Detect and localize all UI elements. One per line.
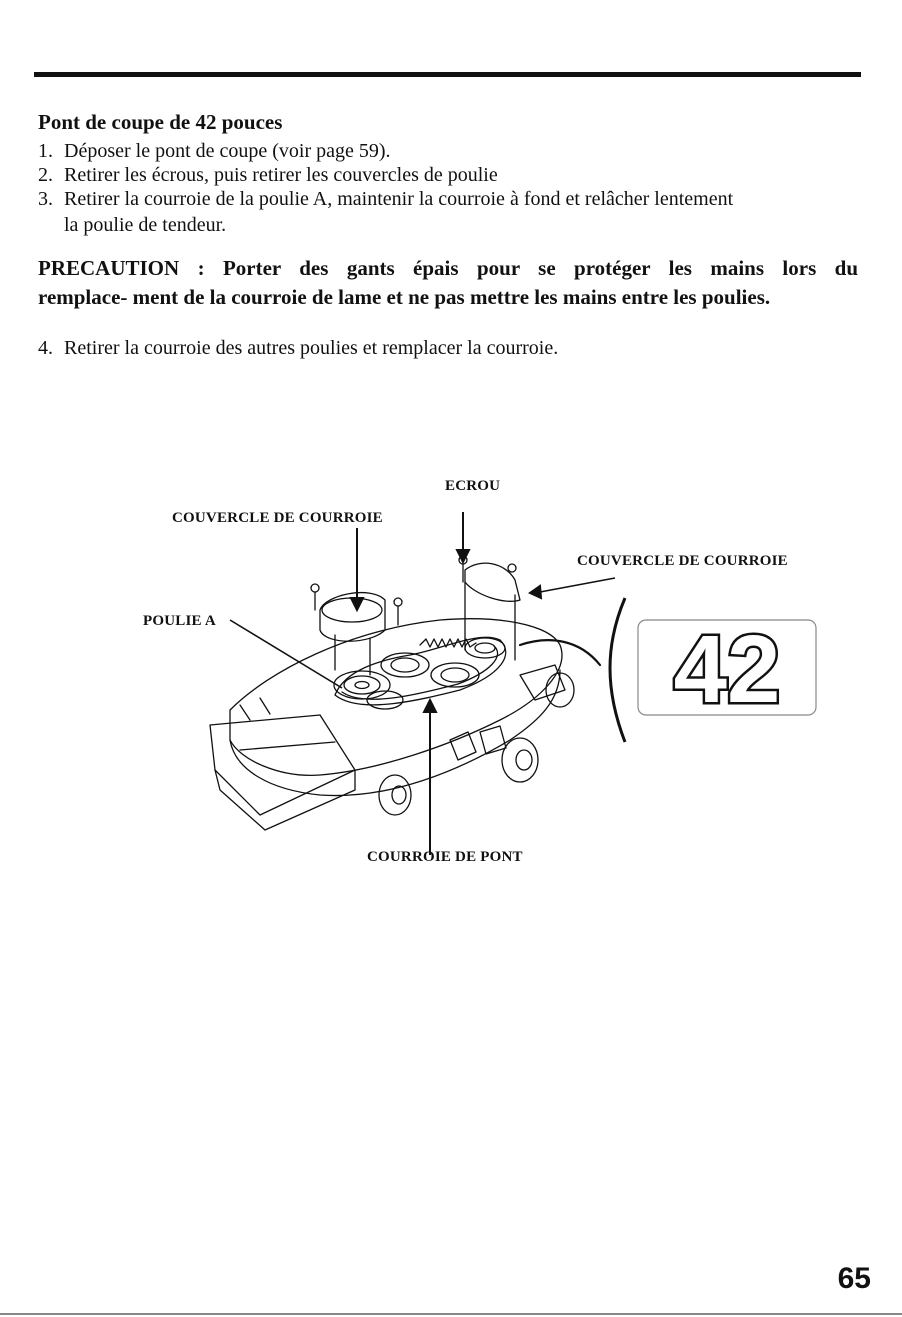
step-text: Retirer la courroie des autres poulies et remplacer la courroie. [64, 337, 559, 359]
pulley [431, 663, 479, 687]
step-text: Déposer le pont de coupe (voir page 59). [64, 140, 391, 162]
pulley-a [334, 671, 390, 699]
step-number: 3. [38, 188, 53, 210]
label-belt-cover-right: COUVERCLE DE COURROIE [577, 553, 788, 569]
step-4 [38, 336, 558, 360]
step-number: 1. [38, 140, 53, 162]
caution-line-2: remplace- ment de la courroie de lame et ne pas mettre les mains entre les poulies. [38, 285, 771, 309]
step-2 [38, 163, 498, 187]
pulley [381, 653, 429, 677]
step-1 [38, 139, 391, 163]
top-rule [34, 72, 861, 77]
step-3 [38, 187, 733, 211]
right-belt-cover [465, 563, 520, 601]
label-ecrou: ECROU [445, 478, 501, 494]
step-3-continuation: la poulie de tendeur. [64, 214, 227, 236]
page-number: 65 [837, 1262, 871, 1295]
caution-line-1: PRECAUTION : Porter des gants épais pour se protéger les mains lors du [38, 256, 858, 280]
label-poulie-a: POULIE A [143, 613, 216, 629]
step-text: Retirer la courroie de la poulie A, maintenir la courroie à fond et relâcher lentement [64, 188, 734, 210]
bottom-rule [0, 1313, 902, 1315]
emblem-digits: 42 [673, 616, 781, 723]
label-belt-cover-left: COUVERCLE DE COURROIE [172, 510, 383, 526]
label-deck-belt: COURROIE DE PONT [367, 849, 523, 865]
mower-deck-diagram [120, 470, 840, 870]
pulley [465, 638, 505, 658]
step-number: 2. [38, 164, 53, 186]
section-title: Pont de coupe de 42 pouces [38, 110, 283, 134]
step-number: 4. [38, 337, 53, 359]
step-text: Retirer les écrous, puis retirer les couvercles de poulie [64, 164, 498, 186]
